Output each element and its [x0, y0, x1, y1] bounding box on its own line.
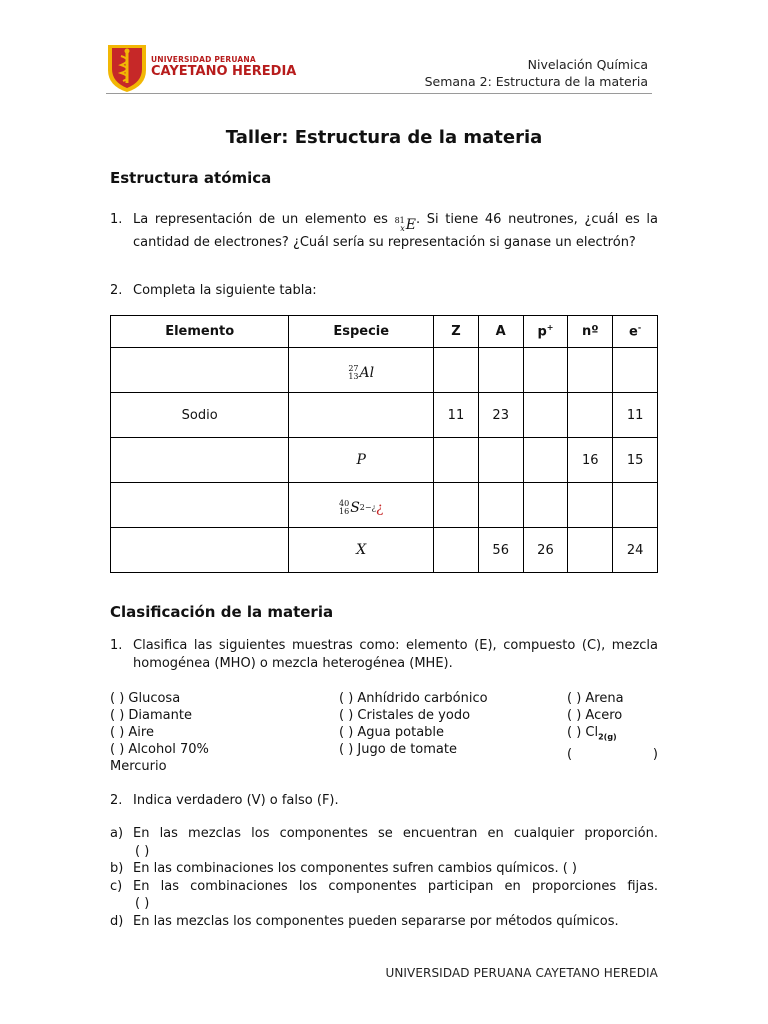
col-header-protons: p+: [523, 316, 568, 348]
cell-a: [478, 438, 523, 483]
sample-item: ( ) Acero: [567, 708, 623, 723]
cell-protons: 26: [523, 528, 568, 573]
cell-protons: [523, 483, 568, 528]
cell-z: [434, 348, 479, 393]
section-heading-atomic-structure: Estructura atómica: [110, 169, 272, 187]
cell-especie: [289, 348, 434, 393]
col-header-a: A: [478, 316, 523, 348]
nuclide-symbol: 40 16 S 2−¿ ¿: [339, 498, 384, 516]
cell-z: [434, 483, 479, 528]
question-text-part-a: La representación de un elemento es: [133, 212, 388, 227]
cell-a: [478, 483, 523, 528]
sample-item: ( ): [567, 746, 658, 762]
cell-neutrons: 16: [568, 438, 613, 483]
list-item: c) En las combinaciones los componentes participan en proporciones fijas. ( ): [110, 878, 658, 911]
question-number: 1.: [110, 638, 123, 653]
question-text: Indica verdadero (V) o falso (F).: [133, 793, 339, 808]
list-item: d) En las mezclas los componentes pueden separarse por métodos químicos.: [110, 913, 619, 929]
col-header-neutrons: nº: [568, 316, 613, 348]
col-header-especie: Especie: [289, 316, 434, 348]
logo-text-name: CAYETANO HEREDIA: [151, 64, 297, 79]
question-text: Completa la siguiente tabla:: [133, 283, 317, 298]
cell-electrons: [613, 483, 658, 528]
col-header-z: Z: [434, 316, 479, 348]
cell-elemento: Sodio: [111, 393, 289, 438]
cell-z: [434, 528, 479, 573]
cell-electrons: 11: [613, 393, 658, 438]
nuclide-symbol: 27 13 Al: [348, 363, 375, 381]
page-title: Taller: Estructura de la materia: [225, 127, 543, 148]
cell-elemento: [111, 483, 289, 528]
sample-item-chlorine: ( ) $Cl_{2(g)}$: [567, 725, 617, 742]
col-header-electrons: e-: [613, 316, 658, 348]
sample-item: ( ) Jugo de tomate: [339, 742, 457, 757]
col-header-elemento: Elemento: [111, 316, 289, 348]
classification-question-2: [110, 792, 658, 810]
cell-neutrons: [568, 348, 613, 393]
mass-number: 81: [394, 216, 405, 225]
table-row: [111, 348, 658, 393]
sample-item: ( ) Agua potable: [339, 725, 445, 740]
table-row: [111, 528, 658, 573]
table-row: [111, 483, 658, 528]
shield-emblem-icon: [106, 42, 148, 94]
sample-item: ( ) Anhídrido carbónico: [339, 691, 488, 706]
samples-column-1: [110, 690, 209, 775]
sample-item: ( ) Cristales de yodo: [339, 708, 471, 723]
list-item: a) En las mezclas los componentes se encuentran en cualquier proporción. ( ): [110, 826, 658, 859]
footer-university: UNIVERSIDAD PERUANA CAYETANO HEREDIA: [385, 966, 658, 980]
table-header-row: [111, 316, 658, 348]
question-text-part-b: . Si tiene 46 neutrones, ¿cuál es la cantidad de electrones? ¿Cuál sería su representación si ganase un electrón?: [133, 212, 658, 250]
species-table: [110, 315, 658, 573]
cell-especie: [289, 438, 434, 483]
logo-text-university: UNIVERSIDAD PERUANA: [151, 55, 256, 64]
sample-item: ( ) Aire: [110, 725, 154, 740]
question-number: 2.: [110, 283, 123, 298]
question-2: [110, 282, 658, 300]
question-text: Clasifica las siguientes muestras como: elemento (E), compuesto (C), mezcla homogénea (MHO) o mezcla heterogénea (MHE).: [133, 638, 658, 671]
question-text: [133, 211, 658, 252]
cell-a: [478, 348, 523, 393]
cell-z: 11: [434, 393, 479, 438]
atomic-number: x: [400, 224, 405, 233]
section-heading-matter-classification: Clasificación de la materia: [110, 603, 334, 621]
cell-protons: [523, 438, 568, 483]
cell-electrons: [613, 348, 658, 393]
header-info: [425, 56, 648, 90]
classification-question-1: [110, 637, 658, 673]
sample-item: ( ) Arena: [567, 691, 624, 706]
nuclide-symbol: P: [356, 452, 366, 468]
cell-especie: [289, 483, 434, 528]
question-number: 1.: [110, 212, 123, 227]
header-divider: [106, 93, 652, 94]
samples-column-2: [339, 690, 488, 758]
question-1: [110, 211, 658, 252]
cell-electrons: 24: [613, 528, 658, 573]
cell-especie: [289, 528, 434, 573]
table-row: [111, 438, 658, 483]
sample-item: ( ) Diamante: [110, 708, 192, 723]
element-symbol: E: [405, 217, 416, 233]
sample-item: ( ) Glucosa: [110, 691, 181, 706]
cell-elemento: [111, 348, 289, 393]
sample-item: ( ) Alcohol 70%: [110, 742, 209, 757]
cell-z: [434, 438, 479, 483]
true-false-list: [110, 825, 658, 930]
table-row: [111, 393, 658, 438]
cell-neutrons: [568, 393, 613, 438]
sample-item-wrap: Mercurio: [110, 759, 167, 774]
cell-electrons: 15: [613, 438, 658, 483]
cell-elemento: [111, 438, 289, 483]
nuclide-symbol: X: [356, 542, 367, 558]
list-item: b) En las combinaciones los componentes sufren cambios químicos. ( ): [110, 861, 577, 876]
question-number: 2.: [110, 793, 123, 808]
cell-especie: [289, 393, 434, 438]
cell-a: 56: [478, 528, 523, 573]
cell-neutrons: [568, 528, 613, 573]
course-name: Nivelación Química: [527, 57, 648, 72]
cell-a: 23: [478, 393, 523, 438]
samples-column-3: [567, 690, 658, 763]
cell-protons: [523, 393, 568, 438]
cell-neutrons: [568, 483, 613, 528]
cell-elemento: [111, 528, 289, 573]
nuclide-symbol-E: [395, 216, 416, 234]
cell-protons: [523, 348, 568, 393]
week-title: Semana 2: Estructura de la materia: [424, 74, 648, 89]
